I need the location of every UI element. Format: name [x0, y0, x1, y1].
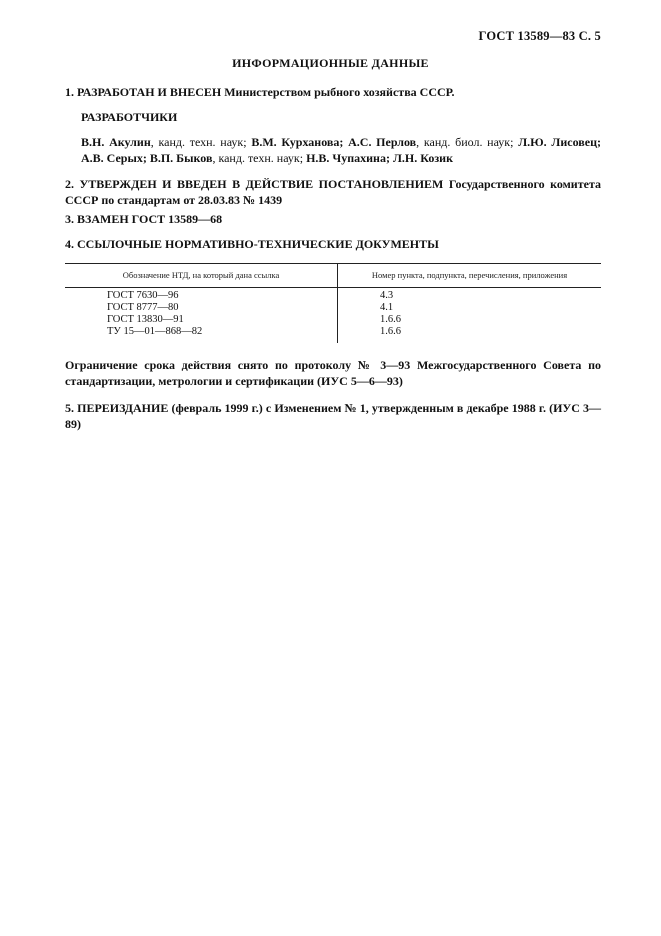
developers-line-2-part: , канд. техн. наук; [212, 150, 307, 165]
table-row [65, 326, 601, 343]
ref-doc-cell: ТУ 15—01—868—82 [65, 326, 338, 343]
reference-table [65, 263, 601, 343]
item-approved: 2. УТВЕРЖДЕН И ВВЕДЕН В ДЕЙСТВИЕ ПОСТАНОВЛЕНИЕМ Государственного комитета СССР по стандартам от 28.03.83 № 1439 [65, 177, 601, 207]
item-reissue: 5. ПЕРЕИЗДАНИЕ (февраль 1999 г.) с Изменением № 1, утвержденным в декабре 1988 г. (ИУС 3—89) [65, 401, 601, 431]
developers-line-1-part: В.М. Курханова; А.С. Перлов [251, 135, 417, 149]
developers-line-1-part: , канд. техн. наук; [150, 135, 252, 149]
ref-table-header-doc: Обозначение НТД, на который дана ссылка [65, 264, 338, 288]
table-row [65, 302, 601, 314]
ref-doc-cell: ГОСТ 8777—80 [65, 302, 338, 314]
developers-line-2-part: Н.В. Чупахина; Л.Н. Козик [306, 150, 453, 165]
developers-line-1 [81, 135, 601, 151]
developers-line-1-part: Л.Ю. Лисовец; [518, 135, 602, 149]
developers-line-2 [81, 151, 601, 167]
ref-clause-cell: 1.6.6 [380, 314, 401, 325]
table-row [65, 288, 601, 303]
restriction-note: Ограничение срока действия снято по протоколу № 3—93 Межгосударственного Совета по стандартизации, метрологии и сертификации (ИУС 5—6—93) [65, 358, 601, 388]
item-replaces: 3. ВЗАМЕН ГОСТ 13589—68 [65, 212, 223, 226]
developers-line-1-part: , канд. биол. наук; [416, 135, 519, 149]
table-row [65, 314, 601, 326]
developers-heading: РАЗРАБОТЧИКИ [81, 110, 178, 124]
ref-clause-cell: 1.6.6 [380, 326, 401, 337]
item1-label: 1. РАЗРАБОТАН И ВНЕСЕН [65, 85, 222, 99]
ref-clause-cell: 4.3 [380, 290, 394, 301]
item-references: 4. ССЫЛОЧНЫЕ НОРМАТИВНО-ТЕХНИЧЕСКИЕ ДОКУМЕНТЫ [65, 237, 439, 251]
section-title: ИНФОРМАЦИОННЫЕ ДАННЫЕ [232, 56, 429, 70]
developers-line-2-part: А.В. Серых; В.П. Быков [81, 150, 213, 165]
ref-clause-cell: 4.1 [380, 302, 394, 313]
ref-table-header-clause: Номер пункта, подпункта, перечисления, приложения [338, 264, 602, 288]
developers-list [81, 135, 601, 166]
page-header: ГОСТ 13589—83 С. 5 [478, 29, 601, 43]
item-developed-by [65, 85, 601, 101]
ref-doc-cell: ГОСТ 7630—96 [65, 288, 338, 303]
developers-line-1-part: В.Н. Акулин [81, 135, 151, 149]
item1-text: Министерством рыбного хозяйства СССР. [224, 85, 455, 99]
ref-doc-cell: ГОСТ 13830—91 [65, 314, 338, 326]
